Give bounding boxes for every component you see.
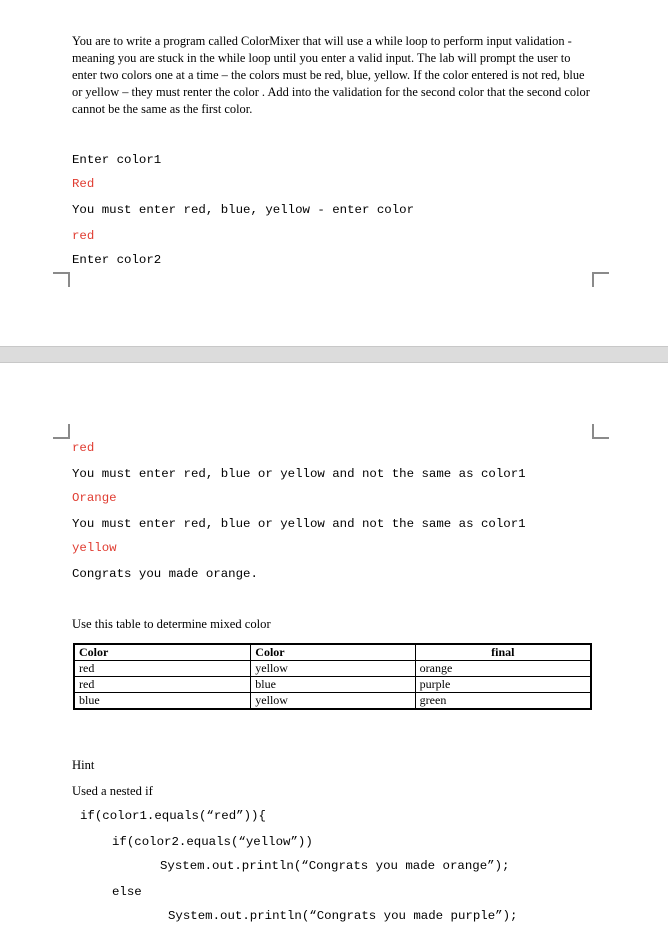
console-input: Orange (72, 491, 117, 505)
table-cell: red (74, 661, 251, 677)
table-row (74, 677, 591, 693)
table-header-row (74, 644, 591, 661)
code-line: if(color1.equals(“red”)){ (80, 809, 266, 823)
table-cell: orange (415, 661, 591, 677)
crop-mark-bottom-right (592, 424, 609, 439)
table-cell: purple (415, 677, 591, 693)
table-header-cell: Color (74, 644, 251, 661)
table-cell: blue (74, 693, 251, 710)
console-error: You must enter red, blue, yellow - enter color (72, 203, 415, 217)
table-header-cell: Color (251, 644, 415, 661)
table-cell: blue (251, 677, 415, 693)
page-break (0, 346, 668, 363)
console-error: You must enter red, blue or yellow and not the same as color1 (72, 467, 526, 481)
console-input: Red (72, 177, 95, 191)
console-input: yellow (72, 541, 117, 555)
code-line: else (112, 885, 142, 899)
table-row (74, 661, 591, 677)
table-row (74, 693, 591, 710)
table-cell: green (415, 693, 591, 710)
hint-subtitle: Used a nested if (72, 784, 153, 798)
code-line: System.out.println(“Congrats you made orange”); (160, 859, 510, 873)
console-prompt-color1: Enter color1 (72, 153, 162, 167)
code-line: System.out.println(“Congrats you made purple”); (168, 909, 518, 923)
crop-mark-top-right (592, 272, 609, 287)
table-header-cell: final (415, 644, 591, 661)
console-input: red (72, 229, 95, 243)
table-cell: yellow (251, 693, 415, 710)
table-cell: yellow (251, 661, 415, 677)
code-line: if(color2.equals(“yellow”)) (112, 835, 313, 849)
console-prompt-color2: Enter color2 (72, 253, 162, 267)
table-cell: red (74, 677, 251, 693)
color-mix-table (73, 643, 592, 710)
console-input: red (72, 441, 95, 455)
crop-mark-bottom-left (53, 424, 70, 439)
hint-title: Hint (72, 758, 95, 772)
console-result: Congrats you made orange. (72, 567, 258, 581)
console-error: You must enter red, blue or yellow and not the same as color1 (72, 517, 526, 531)
table-caption: Use this table to determine mixed color (72, 617, 271, 631)
crop-mark-top-left (53, 272, 70, 287)
instructions-paragraph: You are to write a program called ColorMixer that will use a while loop to perform input validation - meaning you are stuck in the while loop until you enter a valid input. The lab will prompt the user to enter two colors one at a time – the colors must be red, blue, yellow. If the color entered is not red, blue or yellow – they must renter the color . Add into the validation for the second color that the second color cannot be the same as the first color. (72, 34, 590, 116)
